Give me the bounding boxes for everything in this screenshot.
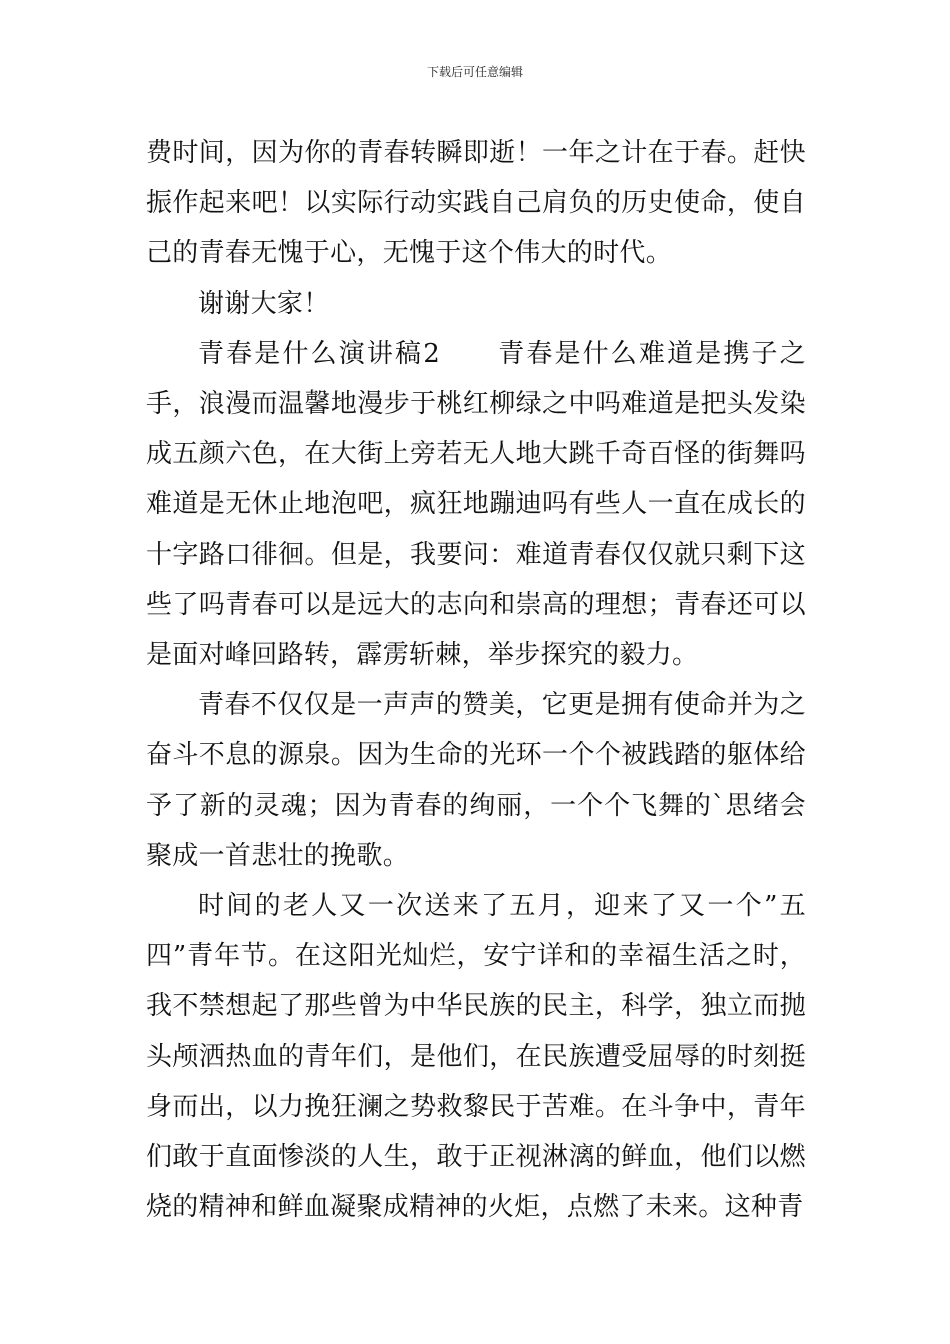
paragraph-speech-title: 青春是什么演讲稿2 青春是什么难道是携子之手，浪漫而温馨地漫步于桃红柳绿之中吗难道是把头发染成五颜六色，在大街上旁若无人地大跳千奇百怪的街舞吗难道是无休止地泡吧，疯狂地蹦迪吗有些人一直在成长的十字路口徘徊。但是，我要问：难道青春仅仅就只剩下这些了吗青春可以是远大的志向和崇高的理想；青春还可以是面对峰回路转，霹雳斩棘，举步探究的毅力。	[146, 338, 806, 671]
document-body	[146, 128, 806, 1232]
paragraph-continuation: 费时间，因为你的青春转瞬即逝！一年之计在于春。赶快振作起来吧！以实际行动实践自己肩负的历史使命，使自己的青春无愧于心，无愧于这个伟大的时代。	[146, 138, 806, 269]
page-header: 下载后可任意编辑	[426, 65, 523, 79]
paragraph-may-fourth: 时间的老人又一次送来了五月，迎来了又一个”五四”青年节。在这阳光灿烂，安宁详和的幸福生活之时，我不禁想起了那些曾为中华民族的民主，科学，独立而抛头颅洒热血的青年们，是他们，在民族遭受屈辱的时刻挺身而出，以力挽狂澜之势救黎民于苦难。在斗争中，青年们敢于直面惨淡的人生，敢于正视淋漓的鲜血，他们以燃烧的精神和鲜血凝聚成精神的火炬，点燃了未来。这种青	[146, 891, 806, 1223]
paragraph-thanks: 谢谢大家！	[198, 288, 330, 319]
paragraph-youth-praise: 青春不仅仅是一声声的赞美，它更是拥有使命并为之奋斗不息的源泉。因为生命的光环一个个被践踏的躯体给予了新的灵魂；因为青春的绚丽，一个个飞舞的`思绪会聚成一首悲壮的挽歌。	[146, 690, 806, 871]
